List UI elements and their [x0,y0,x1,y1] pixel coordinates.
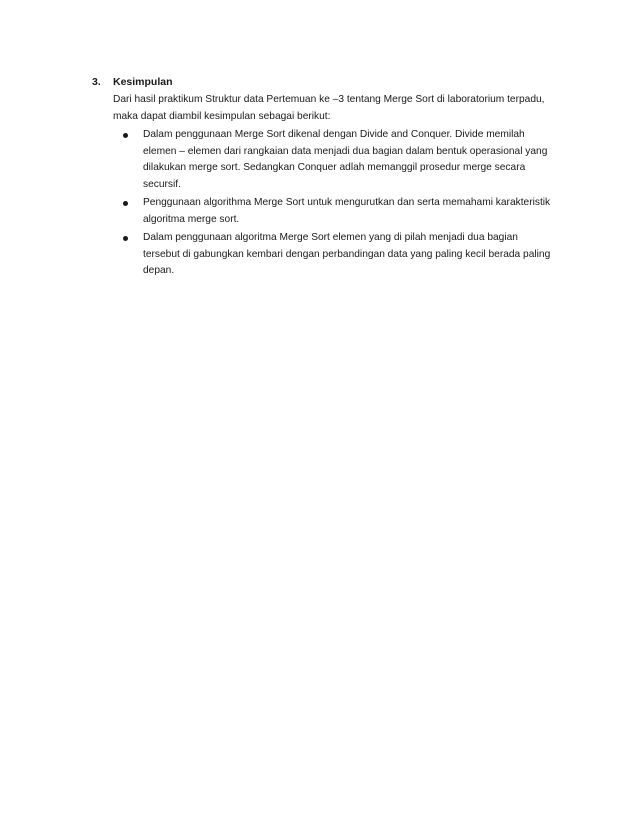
list-item-text: Dalam penggunaan Merge Sort dikenal dengan Divide and Conquer. Divide memilah elemen – elemen dari rangkaian data menjadi dua bagian dalam bentuk operasional yang dilakukan merge sort. Sedangkan Conquer adlah memanggil prosedur merge secara secursif. [143,129,548,190]
bullet-icon [123,201,128,206]
conclusion-list [113,127,553,280]
list-item-text: Dalam penggunaan algoritma Merge Sort elemen yang di pilah menjadi dua bagian tersebut di gabungkan kembari dengan perbandingan data yang paling kecil berada paling depan. [143,232,551,276]
list-item [113,127,553,193]
list-item [113,230,553,280]
section-title: Kesimpulan [113,76,173,88]
section-number: 3. [92,76,101,88]
intro-paragraph: Dari hasil praktikum Struktur data Pertemuan ke –3 tentang Merge Sort di laboratorium terpadu, maka dapat diambil kesimpulan sebagai berikut: [113,94,545,122]
bullet-icon [123,133,128,138]
conclusion-section [92,74,562,280]
bullet-icon [123,236,128,241]
list-item [113,195,553,228]
list-item-text: Penggunaan algorithma Merge Sort untuk mengurutkan dan serta memahami karakteristik algoritma merge sort. [143,197,551,225]
section-heading [92,74,562,90]
